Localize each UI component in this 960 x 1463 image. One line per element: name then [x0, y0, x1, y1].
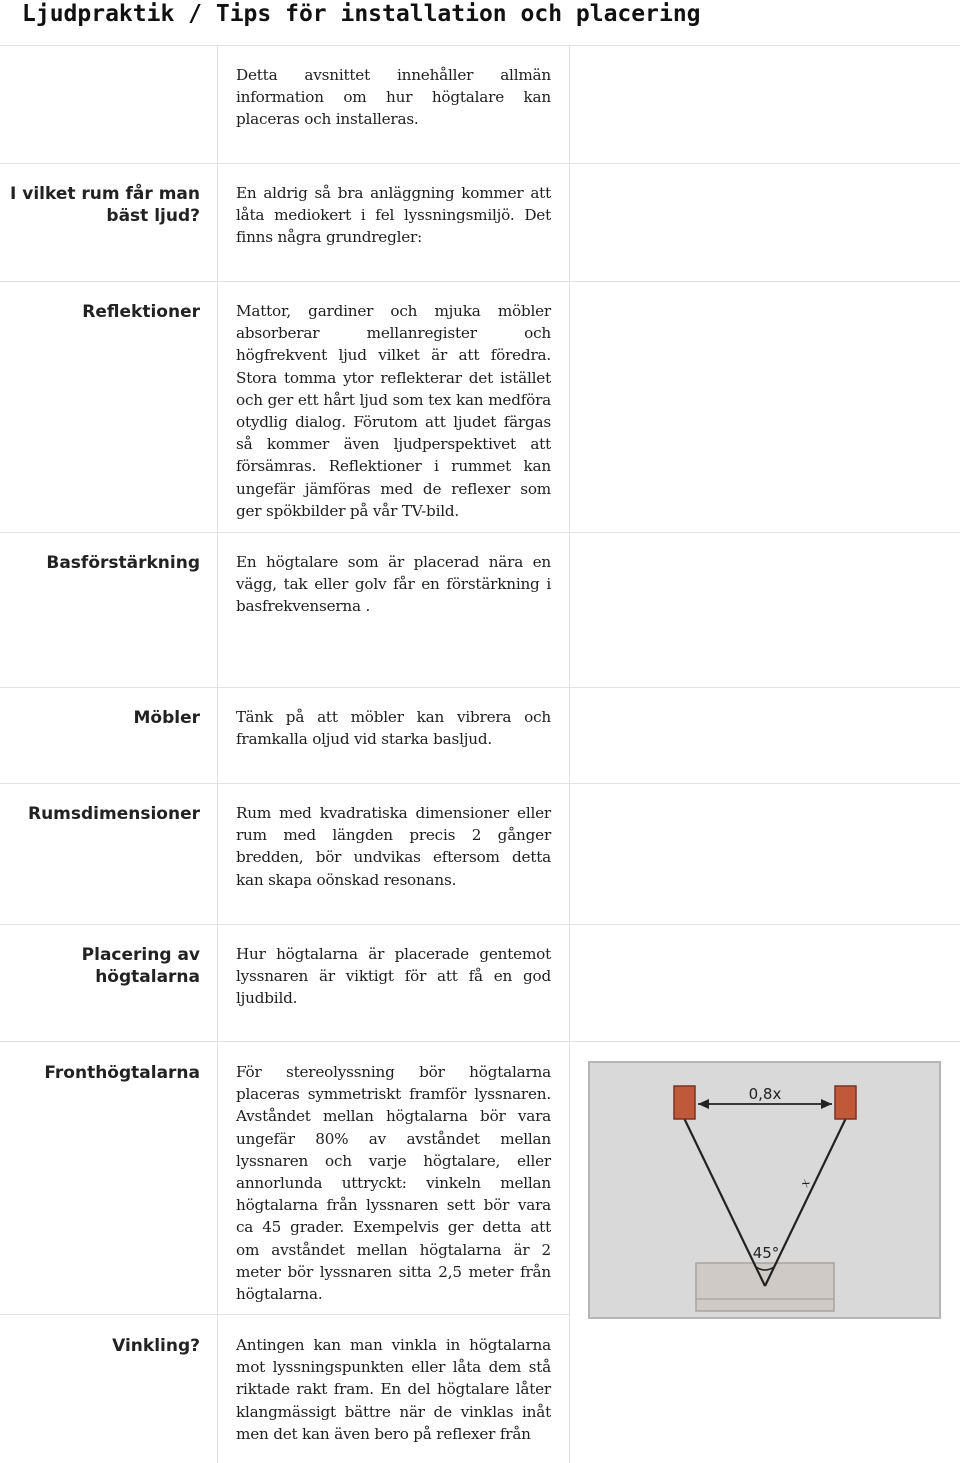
row-text-reflektioner: Mattor, gardiner och mjuka möbler absorberar mellanregister och högfrekvent ljud vilket är att föredra. Stora tomma ytor reflekterar det istället och ger ett hårt ljud som tex kan medföra otydlig dialog. Förutom att ljudet färgas så kommer även ljudperspektivet att försämras. Reflektioner i rummet kan ungefär jämföras med de reflexer som ger spökbilder på vår TV-bild.: [236, 302, 551, 520]
row-text-fronthogtalarna: För stereolyssning bör högtalarna placeras symmetriskt framför lyssnaren. Avståndet mellan högtalarna bör vara ungefär 80% av avståndet mellan lyssnaren och varje högtalare, eller annorlunda uttryckt: vinkeln mellan högtalarna från lyssnaren sett bör vara ca 45 grader. Exempelvis ger detta att om avståndet mellan högtalarna är 2 meter bör lyssnaren sitta 2,5 meter från högtalarna.: [236, 1063, 551, 1304]
row-divider: [0, 163, 960, 164]
row-label-vinkling: Vinkling?: [112, 1336, 200, 1356]
row-text-vinkling: Antingen kan man vinkla in högtalarna mot lyssningspunkten eller låta dem stå riktade rakt fram. En del högtalare låter klangmässigt bättre när de vinklas inåt men det kan även bero på reflexer från: [236, 1336, 551, 1443]
row-divider: [0, 281, 960, 282]
intro-text: Detta avsnittet innehåller allmän information om hur högtalare kan placeras och installeras.: [236, 66, 551, 129]
row-text-placering: Hur högtalarna är placerade gentemot lyssnaren är viktigt för att få en god ljudbild.: [236, 945, 551, 1008]
row-label-fronthogtalarna: Fronthögtalarna: [44, 1063, 200, 1083]
row-label-mobler: Möbler: [133, 708, 200, 728]
side-length-label: x: [797, 1176, 813, 1190]
row-text-basforstarkning: En högtalare som är placerad nära en vägg, tak eller golv får en förstärkning i basfrekvenserna .: [236, 553, 551, 616]
right-speaker: [835, 1086, 856, 1119]
row-label-placering: Placering av högtalarna: [81, 945, 200, 987]
page-title: Ljudpraktik / Tips för installation och placering: [22, 1, 701, 27]
column-divider: [217, 45, 218, 1463]
angle-label: 45°: [752, 1244, 780, 1262]
row-label-basforstarkning: Basförstärkning: [46, 553, 200, 573]
left-speaker: [674, 1086, 695, 1119]
row-text-rum: En aldrig så bra anläggning kommer att låta mediokert i fel lyssningsmiljö. Det finns några grundregler:: [236, 184, 551, 247]
row-label-rumsdimensioner: Rumsdimensioner: [27, 804, 200, 824]
row-divider: [0, 1314, 570, 1315]
row-label-reflektioner: Reflektioner: [82, 302, 200, 322]
row-divider: [0, 1041, 960, 1042]
distance-label: 0,8x: [748, 1085, 782, 1103]
row-text-mobler: Tänk på att möbler kan vibrera och framkalla oljud vid starka basljud.: [236, 708, 551, 749]
row-divider: [0, 532, 960, 533]
row-divider: [0, 687, 960, 688]
column-divider: [569, 45, 570, 1463]
row-divider: [0, 924, 960, 925]
row-divider: [0, 783, 960, 784]
row-label-rum: I vilket rum får man bäst ljud?: [10, 184, 200, 226]
row-divider: [0, 45, 960, 46]
row-text-rumsdimensioner: Rum med kvadratiska dimensioner eller rum med längden precis 2 gånger bredden, bör undvikas eftersom detta kan skapa oönskad resonans.: [236, 804, 551, 889]
speaker-placement-diagram: [588, 1061, 941, 1319]
